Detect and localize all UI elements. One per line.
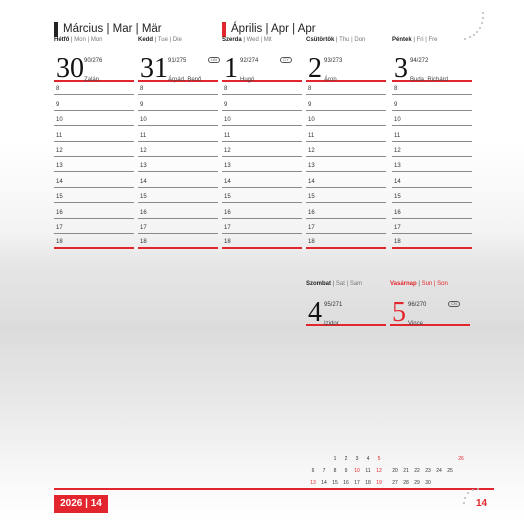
hour-row[interactable]: [392, 111, 472, 126]
hour-row[interactable]: [392, 95, 472, 110]
day-header: Csütörtök | Thu | Don: [306, 37, 366, 43]
day-box[interactable]: [390, 288, 470, 326]
hour-row[interactable]: [392, 234, 472, 249]
day-number: 4: [308, 297, 322, 328]
hour-label: 12: [394, 147, 401, 154]
hour-label: 9: [56, 101, 60, 108]
day-column: [222, 36, 302, 82]
day-box[interactable]: [392, 44, 472, 82]
calendar-day: 22: [414, 468, 420, 474]
hour-row[interactable]: [222, 157, 302, 172]
hour-label: 8: [140, 86, 144, 93]
hour-row[interactable]: [138, 219, 218, 234]
hour-row[interactable]: [392, 172, 472, 187]
day-number: 3: [394, 53, 408, 84]
hour-label: 15: [224, 194, 231, 201]
calendar-day: 28: [403, 480, 409, 486]
day-name-alt: Wed | Mit: [246, 37, 272, 43]
day-name: Hétfő: [54, 37, 70, 43]
day-name-alt: Sat | Sam: [335, 281, 363, 287]
hour-row[interactable]: [392, 142, 472, 157]
calendar-day: 18: [365, 480, 371, 486]
hour-row[interactable]: [54, 188, 134, 203]
hour-row[interactable]: [54, 234, 134, 249]
hour-label: 10: [140, 117, 147, 124]
hour-row[interactable]: [222, 172, 302, 187]
hour-label: 13: [308, 163, 315, 170]
hour-row[interactable]: [138, 188, 218, 203]
hour-label: 14: [394, 178, 401, 185]
hour-label: 18: [224, 239, 231, 246]
hour-label: 9: [224, 101, 228, 108]
hour-row[interactable]: [138, 126, 218, 141]
hour-row[interactable]: [138, 157, 218, 172]
hour-label: 9: [394, 101, 398, 108]
day-box[interactable]: [306, 288, 386, 326]
hour-label: 17: [140, 224, 147, 231]
hour-row[interactable]: [54, 172, 134, 187]
hour-row[interactable]: [54, 203, 134, 218]
hour-row[interactable]: [392, 203, 472, 218]
hour-row[interactable]: [138, 111, 218, 126]
hour-lines: [54, 80, 134, 249]
day-header: Szerda | Wed | Mit: [222, 37, 272, 43]
hour-label: 13: [394, 163, 401, 170]
hour-row[interactable]: [392, 188, 472, 203]
hour-lines: [392, 80, 472, 249]
hour-lines: [306, 80, 386, 249]
day-header: Péntek | Fri | Fre: [392, 37, 438, 43]
hour-row[interactable]: [222, 80, 302, 95]
month-marker-bar: [54, 22, 58, 37]
hour-row[interactable]: [306, 219, 386, 234]
day-name-alt: Fri | Fre: [416, 37, 438, 43]
hour-row[interactable]: [306, 95, 386, 110]
hour-label: 16: [394, 209, 401, 216]
hour-lines: [138, 80, 218, 249]
name-day: Vince: [408, 321, 423, 327]
name-day: Árpád, Benő: [168, 77, 202, 83]
hour-row[interactable]: [222, 234, 302, 249]
calendar-day: 11: [365, 468, 371, 474]
hour-label: 8: [394, 86, 398, 93]
hour-row[interactable]: [222, 111, 302, 126]
hour-row[interactable]: [306, 111, 386, 126]
hour-label: 14: [56, 178, 63, 185]
hour-row[interactable]: [392, 157, 472, 172]
calendar-day: 7: [322, 468, 326, 474]
day-box[interactable]: [222, 44, 302, 82]
hour-row[interactable]: [54, 111, 134, 126]
hour-label: 10: [56, 117, 63, 124]
corner-dots-top: [455, 8, 495, 48]
month-marker-bar: [222, 22, 226, 37]
day-name: Péntek: [392, 37, 412, 43]
name-day: Buda, Richárd: [410, 77, 449, 83]
hour-row[interactable]: [222, 126, 302, 141]
hour-label: 13: [140, 163, 147, 170]
day-column: [306, 280, 386, 326]
hour-label: 15: [56, 194, 63, 201]
day-of-year: 95/271: [324, 302, 343, 308]
hour-row[interactable]: [222, 188, 302, 203]
hour-label: 17: [224, 224, 231, 231]
day-column: [54, 36, 134, 82]
hour-label: 13: [224, 163, 231, 170]
day-number: 2: [308, 53, 322, 84]
hour-label: 8: [56, 86, 60, 93]
calendar-day: 9: [344, 468, 348, 474]
hour-label: 17: [308, 224, 315, 231]
hour-row[interactable]: [306, 172, 386, 187]
day-name-alt: Sun | Son: [421, 281, 448, 287]
calendar-day: 14: [321, 480, 327, 486]
hour-label: 18: [308, 239, 315, 246]
day-name: Vasárnap: [390, 281, 417, 287]
hour-label: 16: [308, 209, 315, 216]
hour-label: 15: [140, 194, 147, 201]
hour-label: 10: [308, 117, 315, 124]
month-header-march: [54, 22, 162, 36]
calendar-day: 20: [392, 468, 398, 474]
hour-label: 14: [224, 178, 231, 185]
name-day: Hugó: [240, 77, 255, 83]
day-box[interactable]: [138, 44, 218, 82]
hour-label: 11: [140, 132, 147, 139]
page-number: 14: [476, 498, 488, 509]
calendar-day: 1: [333, 456, 337, 462]
hour-row[interactable]: [222, 142, 302, 157]
calendar-day: 25: [447, 468, 453, 474]
hour-row[interactable]: [54, 80, 134, 95]
corner-dots-bottom: [455, 480, 488, 510]
hour-row[interactable]: [306, 234, 386, 249]
day-number: 30: [56, 53, 84, 84]
calendar-day: 4: [366, 456, 370, 462]
day-number: 5: [392, 297, 406, 328]
name-day: Zalán: [84, 77, 100, 83]
day-name: Csütörtök: [306, 37, 335, 43]
hour-label: 10: [394, 117, 401, 124]
calendar-day: 5: [377, 456, 381, 462]
hour-label: 18: [56, 239, 63, 246]
calendar-day: 13: [310, 480, 316, 486]
moon-phase-icon: CN: [448, 301, 460, 307]
calendar-day: 30: [425, 480, 431, 486]
day-header: Szombat | Sat | Sam: [306, 281, 363, 287]
day-column: [390, 280, 470, 326]
hour-lines: [222, 80, 302, 249]
hour-label: 12: [140, 147, 147, 154]
day-box[interactable]: [306, 44, 386, 82]
moon-phase-icon: UN: [208, 57, 220, 63]
day-header: Hétfő | Mon | Mon: [54, 37, 103, 43]
hour-row[interactable]: [306, 80, 386, 95]
hour-row[interactable]: [222, 95, 302, 110]
day-name-alt: Mon | Mon: [74, 37, 103, 43]
hour-label: 14: [140, 178, 147, 185]
calendar-day: 10: [354, 468, 360, 474]
calendar-day: 3: [355, 456, 359, 462]
day-of-year: 93/273: [324, 58, 343, 64]
day-of-year: 94/272: [410, 58, 429, 64]
year-week-badge: 2026 | 14: [54, 495, 108, 513]
day-column: [138, 36, 218, 82]
day-of-year: 96/270: [408, 302, 427, 308]
month-label: Április | Apr | Apr: [231, 23, 316, 35]
day-box[interactable]: [54, 44, 134, 82]
calendar-day: 6: [311, 468, 315, 474]
calendar-day: 27: [392, 480, 398, 486]
hour-row[interactable]: [306, 203, 386, 218]
month-label: Március | Mar | Mär: [63, 23, 162, 35]
calendar-day: 24: [436, 468, 442, 474]
day-name-alt: Thu | Don: [339, 37, 366, 43]
day-name: Szerda: [222, 37, 242, 43]
hour-label: 16: [140, 209, 147, 216]
hour-label: 16: [224, 209, 231, 216]
hour-row[interactable]: [306, 157, 386, 172]
day-of-year: 90/276: [84, 58, 103, 64]
calendar-day: 21: [403, 468, 409, 474]
hour-label: 18: [140, 239, 147, 246]
moon-phase-icon: CY: [280, 57, 292, 63]
hour-label: 17: [56, 224, 63, 231]
hour-row[interactable]: [138, 172, 218, 187]
day-name: Szombat: [306, 281, 332, 287]
hour-row[interactable]: [306, 126, 386, 141]
day-of-year: 92/274: [240, 58, 259, 64]
hour-row[interactable]: [54, 219, 134, 234]
hour-label: 12: [308, 147, 315, 154]
calendar-day: 2: [344, 456, 348, 462]
hour-label: 11: [394, 132, 401, 139]
hour-row[interactable]: [54, 142, 134, 157]
calendar-day: 23: [425, 468, 431, 474]
hour-row[interactable]: [306, 142, 386, 157]
hour-label: 11: [224, 132, 231, 139]
day-header: Kedd | Tue | Die: [138, 37, 182, 43]
hour-row[interactable]: [138, 203, 218, 218]
footer-rule: [54, 488, 494, 490]
hour-row[interactable]: [222, 203, 302, 218]
hour-row[interactable]: [138, 142, 218, 157]
hour-label: 9: [140, 101, 144, 108]
hour-label: 12: [56, 147, 63, 154]
hour-row[interactable]: [138, 80, 218, 95]
hour-label: 12: [224, 147, 231, 154]
name-day: Izidor: [324, 321, 339, 327]
day-number: 1: [224, 53, 238, 84]
hour-row[interactable]: [54, 157, 134, 172]
hour-row[interactable]: [54, 95, 134, 110]
hour-label: 14: [308, 178, 315, 185]
hour-row[interactable]: [54, 126, 134, 141]
calendar-day: 8: [333, 468, 337, 474]
day-number: 31: [140, 53, 168, 84]
hour-row[interactable]: [138, 234, 218, 249]
hour-row[interactable]: [138, 95, 218, 110]
day-name-alt: Tue | Die: [157, 37, 182, 43]
hour-label: 16: [56, 209, 63, 216]
calendar-day: 12: [376, 468, 382, 474]
hour-label: 15: [394, 194, 401, 201]
calendar-day: 29: [414, 480, 420, 486]
day-of-year: 91/275: [168, 58, 187, 64]
calendar-day: 17: [354, 480, 360, 486]
hour-row[interactable]: [392, 80, 472, 95]
calendar-day: 19: [376, 480, 382, 486]
hour-row[interactable]: [222, 219, 302, 234]
hour-row[interactable]: [392, 126, 472, 141]
hour-label: 17: [394, 224, 401, 231]
name-day: Áron: [324, 77, 337, 83]
day-name: Kedd: [138, 37, 153, 43]
hour-row[interactable]: [306, 188, 386, 203]
hour-label: 8: [224, 86, 228, 93]
hour-label: 10: [224, 117, 231, 124]
day-column: [306, 36, 386, 82]
calendar-day: 15: [332, 480, 338, 486]
hour-label: 8: [308, 86, 312, 93]
hour-label: 9: [308, 101, 312, 108]
day-header: Vasárnap | Sun | Son: [390, 281, 448, 287]
hour-label: 11: [308, 132, 315, 139]
month-header-april: [222, 22, 316, 36]
hour-label: 18: [394, 239, 401, 246]
hour-label: 13: [56, 163, 63, 170]
calendar-day: 16: [343, 480, 349, 486]
hour-label: 11: [56, 132, 63, 139]
hour-row[interactable]: [392, 219, 472, 234]
calendar-day: 26: [458, 456, 464, 462]
hour-label: 15: [308, 194, 315, 201]
